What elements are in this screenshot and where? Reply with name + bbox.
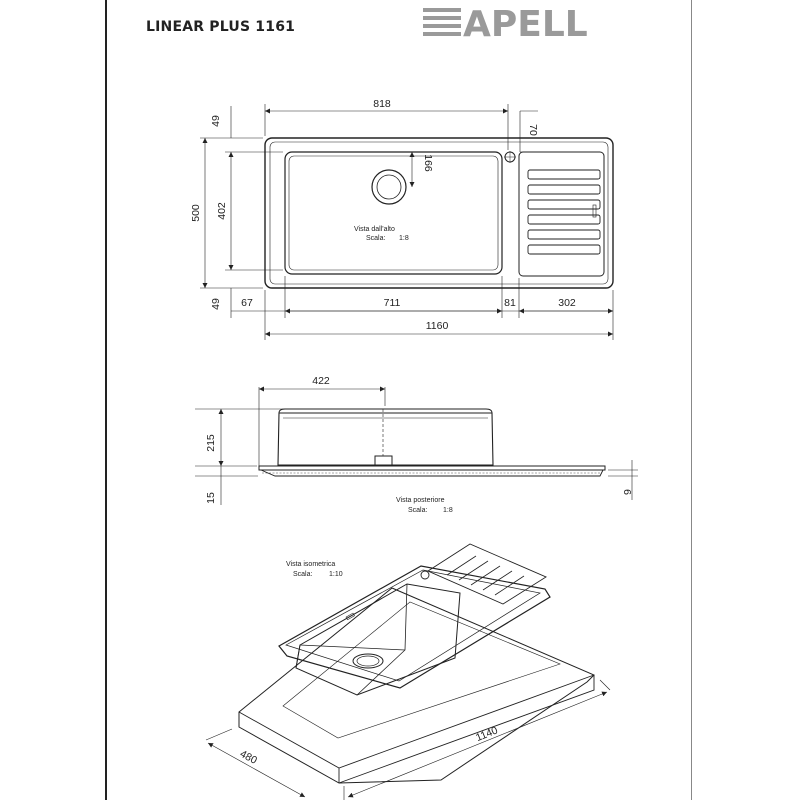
rear-view-caption: Vista posteriore	[396, 497, 445, 504]
dim-bowl-depth: 402	[216, 202, 228, 220]
iso-view	[206, 544, 610, 800]
dim-cutout-width: 1140	[474, 724, 500, 745]
dim-waste-position: 422	[312, 375, 330, 387]
top-view-scale-value: 1:8	[399, 235, 409, 242]
dim-flange: 6	[621, 489, 633, 495]
iso-view-caption: Vista isometrica	[286, 561, 336, 568]
dim-rim-height: 15	[205, 492, 217, 504]
dim-cutout-depth: 480	[237, 747, 259, 767]
iso-view-dimension-labels	[238, 561, 500, 767]
dim-bottom-margin: 49	[210, 298, 222, 310]
rear-view-scale-value: 1:8	[443, 507, 453, 514]
iso-view-scale-label: Scala:	[293, 571, 313, 578]
dim-left-margin: 67	[241, 297, 253, 309]
dim-overall-width: 1160	[425, 320, 449, 332]
top-view	[200, 104, 613, 340]
dim-bowl-width: 818	[373, 98, 391, 110]
top-view-dimension-labels	[190, 98, 576, 332]
dim-waste-offset: 166	[422, 154, 434, 172]
rear-view-dimension-labels	[205, 375, 633, 514]
dim-divider: 81	[504, 297, 516, 309]
rear-view-scale-label: Scala:	[408, 507, 428, 514]
dim-bowl-inner: 711	[383, 297, 401, 309]
iso-tap-hole-icon	[421, 571, 429, 579]
iso-view-scale-value: 1:10	[329, 571, 343, 578]
top-view-caption: Vista dall'alto	[354, 226, 395, 233]
dim-top-margin: 49	[210, 115, 222, 127]
brand-name: APELL	[463, 4, 588, 45]
dim-drainer-offset: 70	[527, 124, 539, 136]
brand-logo	[423, 4, 588, 45]
dim-bowl-height: 215	[205, 434, 217, 452]
dim-overall-depth: 500	[190, 204, 202, 222]
model-title: LINEAR PLUS 1161	[146, 19, 296, 35]
rear-view	[195, 387, 638, 505]
dim-drainer-width: 302	[558, 297, 576, 309]
top-view-scale-label: Scala:	[366, 235, 386, 242]
